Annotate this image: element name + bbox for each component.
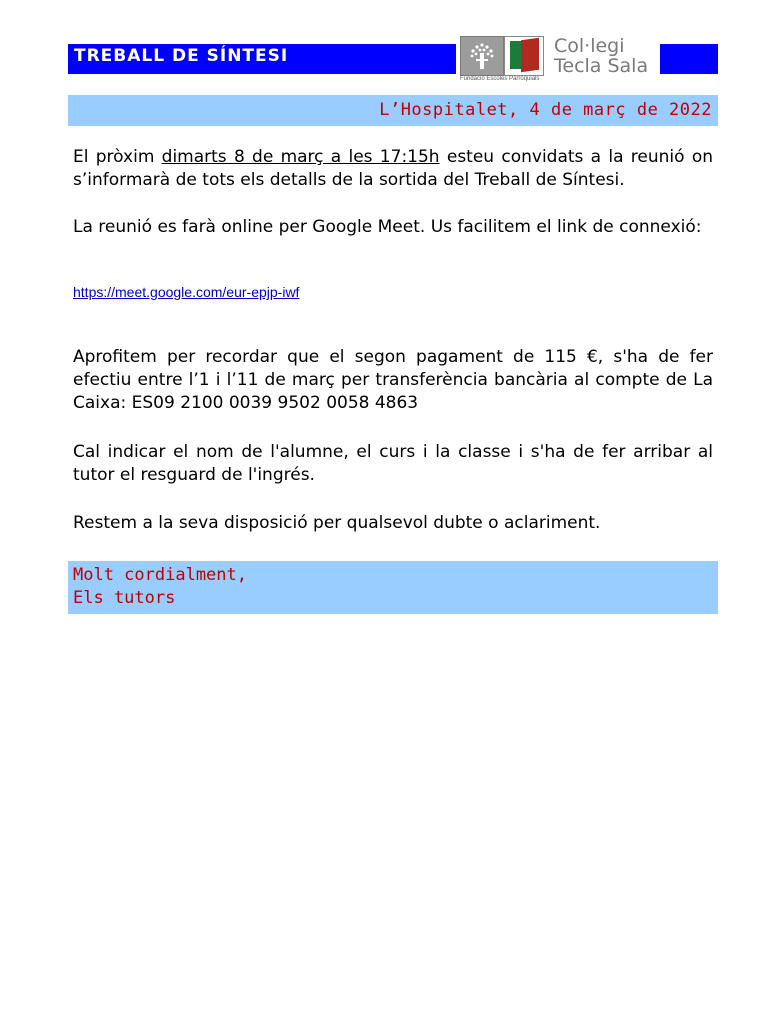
closing-band <box>68 561 718 614</box>
paragraph-availability: Restem a la seva disposició per qualsevol dubte o aclariment. <box>73 513 601 533</box>
paragraph-instructions: Cal indicar el nom de l'alumne, el curs i la classe i s'ha de fer arribar al tutor el resguard de l'ingrés. <box>73 442 713 485</box>
meeting-details: esteu convidats a la reunió on s’informarà de tots els detalls de la sortida del Treball de Síntesi. <box>73 147 713 190</box>
logo-school-name <box>554 36 648 76</box>
document-date: L’Hospitalet, 4 de març de 2022 <box>379 100 712 120</box>
school-logo <box>460 36 660 86</box>
logo-name-line2: Tecla Sala <box>554 55 649 77</box>
meeting-intro: El pròxim <box>73 147 162 167</box>
book-icon <box>504 36 544 76</box>
meet-link[interactable]: https://meet.google.com/eur-epjp-iwf <box>73 284 300 300</box>
meeting-datetime: dimarts 8 de març a les 17:15h <box>161 147 440 167</box>
logo-name-line1: Col·legi <box>554 35 625 57</box>
logo-foundation-text: Fundació Escoles Parroquials <box>460 76 540 82</box>
closing-greeting: Molt cordialment, <box>73 565 247 585</box>
date-band <box>68 95 718 126</box>
foundation-tree-icon <box>460 36 504 76</box>
paragraph-meeting <box>73 146 713 192</box>
paragraph-online: La reunió es farà online per Google Meet. Us facilitem el link de connexió: <box>73 217 702 237</box>
paragraph-payment: Aprofitem per recordar que el segon pagament de 115 €, s'ha de fer efectiu entre l’1 i l’11 de març per transferència bancària al compte de La Caixa: ES09 2100 0039 9502 0058 4863 <box>73 347 713 413</box>
document-title: TREBALL DE SÍNTESI <box>74 46 289 66</box>
closing-signature: Els tutors <box>73 588 176 608</box>
header-bar-right <box>660 44 718 74</box>
